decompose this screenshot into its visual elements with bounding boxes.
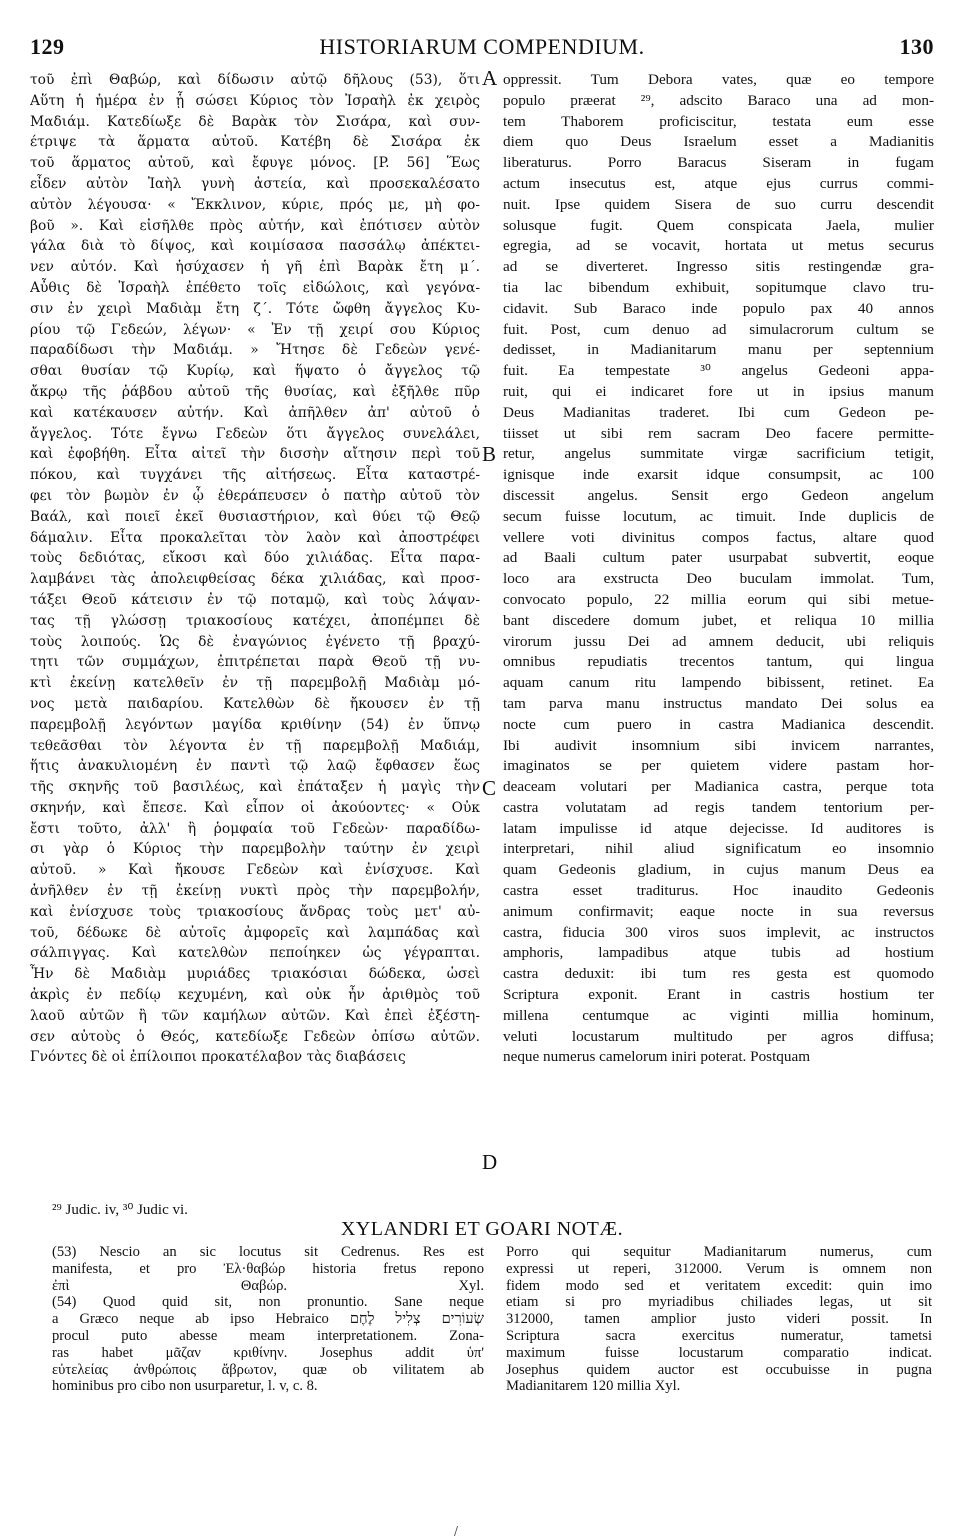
note-line: maximum fuisse locustarum comparatio indicat. (506, 1344, 932, 1361)
greek-text-line: δάμαλιν. Εἶτα προκαλεῖται τὸν λαὸν καὶ ἀποστρέφει (30, 529, 480, 546)
margin-marker-a: A (482, 66, 498, 90)
latin-text-line: Ibi audivit insomnium sibi invicem narrantes, (503, 736, 934, 754)
latin-text-line: latam impulisse id atque dejecisse. Id auditores is (503, 819, 934, 837)
greek-text-line: βοῦ ». Καὶ εἰσῆλθε πρὸς αὐτήν, καὶ ἐπότισεν αὐτὸν (30, 217, 480, 234)
note-line: hominibus pro cibo non usurparetur, l. v, c. 8. (52, 1378, 318, 1395)
note-line: (54) Quod quid sit, non pronuntio. Sane neque (52, 1294, 484, 1311)
latin-text-line: fuit. Post, cum denuo ad simulacrorum cultum se (503, 320, 934, 338)
bottom-mark: / (454, 1524, 459, 1538)
latin-text-line: animum confirmavit; eaque nocte in sua reversus (503, 902, 934, 920)
greek-text-line: αὐτὸν λέγουσα· « Ἔκκλινον, κύριε, πρός με, μὴ φο- (30, 196, 480, 213)
latin-text-line: veluti locustarum multitudo per agros diffusa; (503, 1027, 934, 1045)
notes-heading: XYLANDRI ET GOARI NOTÆ. (340, 1218, 624, 1240)
latin-text-line: quam Gedeonis gladium, in cujus manum Deus ea (503, 861, 934, 879)
latin-text-line: cidavit. Sub Baraco inde populo pax 40 annos (503, 299, 934, 317)
note-line: etiam si pro myriadibus chiliades legas, ut sit (506, 1294, 932, 1311)
latin-text-line: actum insecutus est, atque ejus currus commi- (503, 174, 934, 192)
greek-text-line: λαμβάνει τὰς ἀπολειφθείσας δέκα χιλιάδας, καὶ προσ- (30, 571, 480, 588)
note-line: fidem modo sed et veritatem excedit: quin imo (506, 1277, 932, 1294)
greek-text-line: ἄκρῳ τῆς ῥάβδου αὐτοῦ τῆς θυσίας, καὶ ἐξῆλθε πῦρ (30, 383, 480, 400)
latin-text-line: dedisset, in Madianitarum manu per septennium (503, 341, 934, 359)
latin-text-line: solusque fugit. Quem conspicata Jaela, mulier (503, 216, 934, 234)
greek-text-line: καὶ ἐνίσχυσε τοὺς τριακοσίους ἄνδρας τοὺς μετ' αὐ- (30, 903, 480, 920)
greek-text-line: ἔστι τοῦτο, ἀλλ' ἢ ῥομφαία τοῦ Γεδεὼν· παραδίδω- (30, 820, 480, 837)
latin-text-line: oppressit. Tum Debora vates, quæ eo tempore (503, 71, 934, 88)
latin-text-line: deaceam volutari per Madianica castra, perque tota (503, 778, 934, 796)
greek-text-line: Γνόντες δὲ οἱ ἐπίλοιποι προκατέλαβον τὰς διαβάσεις (30, 1049, 406, 1066)
notes-left-column (52, 1244, 484, 1395)
greek-text-line: τοὺς λοιπούς. Ὡς δὲ ἐναγώνιος ἐγένετο τῇ βραχύ- (30, 633, 480, 650)
greek-text-line: πόκου, καὶ τυγχάνει τῆς αἰτήσεως. Εἶτα καταστρέ- (30, 467, 480, 484)
latin-text-line: Deus Madianitas traderet. Ibi cum Gedeon pe- (503, 403, 934, 421)
note-line: expressi ut reperi, 312000. Verum is omnem non (506, 1260, 932, 1277)
latin-text-line: fuit. Ea tempestate ³⁰ angelus Gedeoni appa- (503, 362, 934, 380)
greek-text-line: καὶ κατέκαυσεν αὐτήν. Καὶ ἀπῆλθεν ἀπ' αὐτοῦ ὁ (30, 404, 480, 421)
note-line: ἐπὶ Θαβώρ. Xyl. (52, 1277, 484, 1294)
latin-text-line: tam parva manu instructus mandato Dei solus ea (503, 694, 934, 712)
page-number-right: 130 (899, 34, 934, 59)
greek-text-line: ρίου τῷ Γεδεών, λέγων· « Ἐν τῇ χειρί σου Κύριος (30, 321, 480, 338)
latin-text-line: millena centumque ac viginti millia hominum, (503, 1006, 934, 1024)
latin-text-line: omnibus repudiatis trecentos tantum, qui lingua (503, 653, 934, 671)
page-number-left: 129 (30, 34, 65, 59)
greek-text-line: τοῦ, δέδωκε δὲ αὐτοῖς ἀμφορεῖς καὶ λαμπάδας καὶ (30, 924, 480, 941)
note-line: a Græco neque ab ipso Hebraico שְׂעוֹרִים צְלִיל לֶחֶם (52, 1311, 484, 1328)
latin-text-line: discessit angelus. Sensit ergo Gedeon angelum (503, 486, 934, 504)
latin-text-line: interpretari, nihil aliud significatum eo insomnio (503, 840, 934, 858)
latin-text-line: egregia, ad se vocavit, hortata ut metus securus (503, 237, 934, 255)
greek-text-line: τας τῇ γλώσσῃ τριακοσίους κατέχει, ἀποπέμπει δὲ (30, 612, 480, 629)
latin-text-line: ignisque inde exarsit idque consumpsit, ac 100 (503, 466, 934, 484)
latin-text-line: tiisset ut sibi rem sacram Deo facere permitte- (503, 424, 934, 442)
greek-text-line: ἥτις ἀνακυλιομένη ἐν παντὶ τῷ λαῷ ἔφθασεν ἕως (30, 758, 480, 775)
latin-text-line: ad Baali cultum pater usurpabat subvertit, eoque (503, 549, 934, 567)
latin-text-line: aquam canum ritu lampendo bibissent, retinet. Ea (503, 674, 934, 692)
latin-text-line: tem Thaborem proficiscitur, testata eum esse (503, 112, 934, 130)
latin-text-line: vellere voti divinitus compos factus, altare quod (503, 528, 934, 546)
latin-text-line: virorum jussu Dei ad amnem deducit, ubi reliquis (503, 632, 934, 650)
latin-text-line: amphoris, lampadibus atque tubis ad hostium (503, 944, 934, 962)
note-line: Madianitarem 120 millia Xyl. (506, 1378, 681, 1395)
greek-text-line: Αὖθις δὲ Ἰσραὴλ ἐπέθετο τοῖς εἰδώλοις, καὶ γεγόνα- (30, 279, 480, 296)
greek-text-line: τῆς σκηνῆς τοῦ βασιλέως, καὶ ἐπάταξεν ἡ μαγὶς τὴν (30, 779, 480, 796)
greek-text-line: σι γὰρ ὁ Κύριος τὴν παρεμβολὴν ταύτην ἐν χειρὶ (30, 841, 480, 858)
latin-text-line: ruit, qui ei indicaret fore ut in ipsius manum (503, 382, 934, 400)
greek-text-line: τάξει Θεοῦ κάτεισιν ἐν τῷ ποταμῷ, καὶ τοὺς λάψαν- (30, 591, 480, 608)
greek-text-line: τητι τῶν συμμάχων, ἐπιτρέπεται παρὰ Θεοῦ τῇ νυ- (30, 654, 480, 671)
greek-text-line: τοῦ ἐπὶ Θαβώρ, καὶ δίδωσιν αὐτῷ δῆλους (53), ὅτι (30, 72, 480, 88)
greek-text-line: φει τὸν βωμὸν ἐν ᾧ ἐθεράπευσεν ὁ πατὴρ αὐτοῦ τὸν (30, 487, 480, 504)
note-line: Porro qui sequitur Madianitarum numerus, cum (506, 1244, 932, 1260)
greek-text-line: ἀνῆλθεν ἐν τῇ ἐκείνῃ νυκτὶ πρὸς τὴν παρεμβολήν, (30, 883, 480, 900)
note-line: (53) Nescio an sic locutus sit Cedrenus. Res est (52, 1244, 484, 1260)
greek-text-line: τοῦ ἅρματος αὐτοῦ, καὶ ἔφυγε μόνος. [P. 56] Ἕως (30, 155, 480, 172)
greek-text-line: νεν αὐτόν. Καὶ ἡσύχασεν ἡ γῆ ἐπὶ Βαρὰκ ἔτη μ΄. (30, 259, 480, 276)
margin-marker-d: D (482, 1150, 498, 1174)
greek-text-line: λαοῦ αὐτῶν ἢ τῶν καμήλων αὐτῶν. Καὶ ἐπεὶ ἐξέστη- (30, 1007, 480, 1024)
greek-text-line: σάλπιγγας. Καὶ κατελθὼν πεποίηκεν ὡς γέγραπται. (30, 945, 480, 962)
running-title: HISTORIARUM COMPENDIUM. (319, 34, 645, 59)
latin-text-line: diem quo Deus Israelum esset a Madianitis (503, 133, 934, 151)
note-line: 312000, tamen amplior justo videri possit. In (506, 1311, 932, 1328)
latin-text-line: nuit. Ipse quidem Sisera de suo curru descendit (503, 195, 934, 213)
note-line: ras habet μᾶζαν κριθίνην. Josephus addit ὑπ' (52, 1344, 484, 1361)
greek-text-line: εἶδεν αὐτὸν Ἰαὴλ γυνὴ ἀστεία, καὶ προσεκαλέσατο (30, 175, 480, 192)
latin-text-line: ad se diverteret. Ingresso sitis restingendæ gra- (503, 258, 934, 276)
greek-text-line: ἄγγελος. Τότε ἔγνω Γεδεὼν ὅτι ἄγγελος συνελάλει, (30, 425, 480, 442)
note-line: Scriptura sacra exercitus numeratur, tametsi (506, 1327, 932, 1344)
page-header (30, 34, 934, 58)
greek-text-line: Αὕτη ἡ ἡμέρα ἐν ᾗ σώσει Κύριος τὸν Ἰσραὴλ ἐκ χειρὸς (30, 92, 480, 109)
greek-text-line: έτριψε τὰ ἅρματα αὐτοῦ. Κατέβη δὲ Σισάρα ἐκ (30, 134, 480, 151)
latin-text-line: castra esset traditurus. Hoc inaudito Gedeonis (503, 882, 934, 900)
note-line: εὐτελείας ἀνθρώποις ἄβρωτον, quæ ob vilitatem ab (52, 1361, 484, 1378)
greek-text-line: σεν αὐτοὺς ὁ Θεός, κατεδίωξε Γεδεὼν ὀπίσω αὐτῶν. (30, 1028, 480, 1045)
greek-column (30, 70, 480, 1068)
note-line: procul puto abesse meam interpretationem. Zona- (52, 1327, 484, 1344)
greek-text-line: Ἦν δὲ Μαδιὰμ μυριάδες τριακόσιαι δώδεκα, ὡσεὶ (30, 966, 480, 983)
greek-text-line: νος μετὰ παιδαρίου. Κατελθὼν δὲ ἤκουσεν ἐν τῇ (30, 695, 480, 712)
latin-column (503, 70, 934, 1068)
greek-text-line: γάλα διὰ τὸ δίψος, καὶ κοιμίσασα πασσάλῳ ἀπέκτει- (30, 238, 480, 255)
notes-right-column (506, 1244, 932, 1395)
latin-text-line: secum fuisse locutum, ac timuit. Inde duplicis de (503, 507, 934, 525)
latin-text-line: convocato populo, 22 millia eorum qui sibi metue- (503, 590, 934, 608)
latin-text-line: neque numerus camelorum iniri poterat. Postquam (503, 1048, 811, 1066)
greek-text-line: τοὺς δεδιότας, εἴκοσι καὶ δύο χιλιάδας. Εἶτα παρα- (30, 550, 480, 567)
greek-text-line: σθαι θυσίαν τῷ Κυρίῳ, καὶ ἥψατο ὁ ἄγγελος τῷ (30, 363, 480, 380)
latin-text-line: nocte cum puero in castra Madianica descendit. (503, 715, 934, 733)
greek-text-line: ἀκρὶς ἐν πεδίῳ κεχυμένη, καὶ οὐκ ἦν ἀριθμὸς τοῦ (30, 987, 480, 1004)
note-line: manifesta, et pro Ἐλ·θαβώρ historia fretus repono (52, 1260, 484, 1277)
note-line: Josephus quidem auctor est occubuisse in pugna (506, 1361, 932, 1378)
latin-text-line: Scriptura exponit. Erant in castris hostium ter (503, 986, 934, 1004)
latin-text-line: castra volutatam ad regis tandem tentorium per- (503, 798, 934, 816)
margin-marker-b: B (482, 442, 497, 466)
greek-text-line: τεθεᾶσθαι τὸν λέγοντα ἐν τῇ παρεμβολῇ Μαδιάμ, (30, 737, 480, 754)
greek-text-line: σκηνήν, καὶ ἔπεσε. Καὶ εἶπον οἱ ἀκούοντες· « Οὐκ (30, 799, 480, 816)
greek-text-line: παραδίδωσι τὴν Μαδιάμ. » Ἤτησε δὲ Γεδεὼν γενέ- (30, 342, 480, 359)
margin-marker-c: C (482, 776, 497, 800)
latin-text-line: imaginatos se per quietem videre pastam hor- (503, 757, 934, 775)
latin-text-line: bant discedere domum jubet, et reliqua 10 millia (503, 611, 934, 629)
latin-text-line: castra, fiducia 300 viros suos implevit, ac instructos (503, 923, 934, 941)
greek-text-line: Βαάλ, καὶ ποιεῖ ἐκεῖ θυσιαστήριον, καὶ θύει τῷ Θεῷ (30, 508, 480, 525)
latin-text-line: tia lac bibendum exhibuit, sopitumque clavo tru- (503, 278, 934, 296)
greek-text-line: παρεμβολῇ λεγόντων μαγίδα κριθίνην (54) ἐν ὕπνῳ (30, 716, 480, 733)
greek-text-line: αὐτοῦ. » Καὶ ἤκουσε Γεδεὼν καὶ ἐνίσχυσε. Καὶ (30, 862, 480, 879)
greek-text-line: Μαδιάμ. Κατεδίωξε δὲ Βαρὰκ τὸν Σισάρα, καὶ συν- (30, 113, 480, 130)
footnote-references: ²⁹ Judic. iv, ³⁰ Judic vi. (52, 1202, 188, 1218)
latin-text-line: populo præerat ²⁹, adscito Baraco una ad mon- (503, 91, 934, 109)
greek-text-line: καὶ ἐφοβήθη. Εἶτα αἰτεῖ τὴν δισσὴν αἴτησιν περὶ τοῦ (30, 446, 480, 463)
latin-text-line: loco ara exstructa Deo buculam immolat. Tum, (503, 570, 934, 588)
latin-text-line: castra deduxit: ibi tum res gesta est quomodo (503, 965, 934, 983)
greek-text-line: σιν ἐν χειρὶ Μαδιὰμ ἔτη ζ΄. Τότε ὤφθη ἄγγελος Κυ- (30, 300, 480, 317)
latin-text-line: retur, angelus summitate virgæ sacrificium tetigit, (503, 445, 934, 463)
greek-text-line: κτὶ ἐκείνῃ κατελθεῖν ἐν τῇ παρεμβολῇ Μαδιὰμ μό- (30, 675, 480, 692)
latin-text-line: liberaturus. Porro Baracus Siseram in fugam (503, 154, 934, 172)
